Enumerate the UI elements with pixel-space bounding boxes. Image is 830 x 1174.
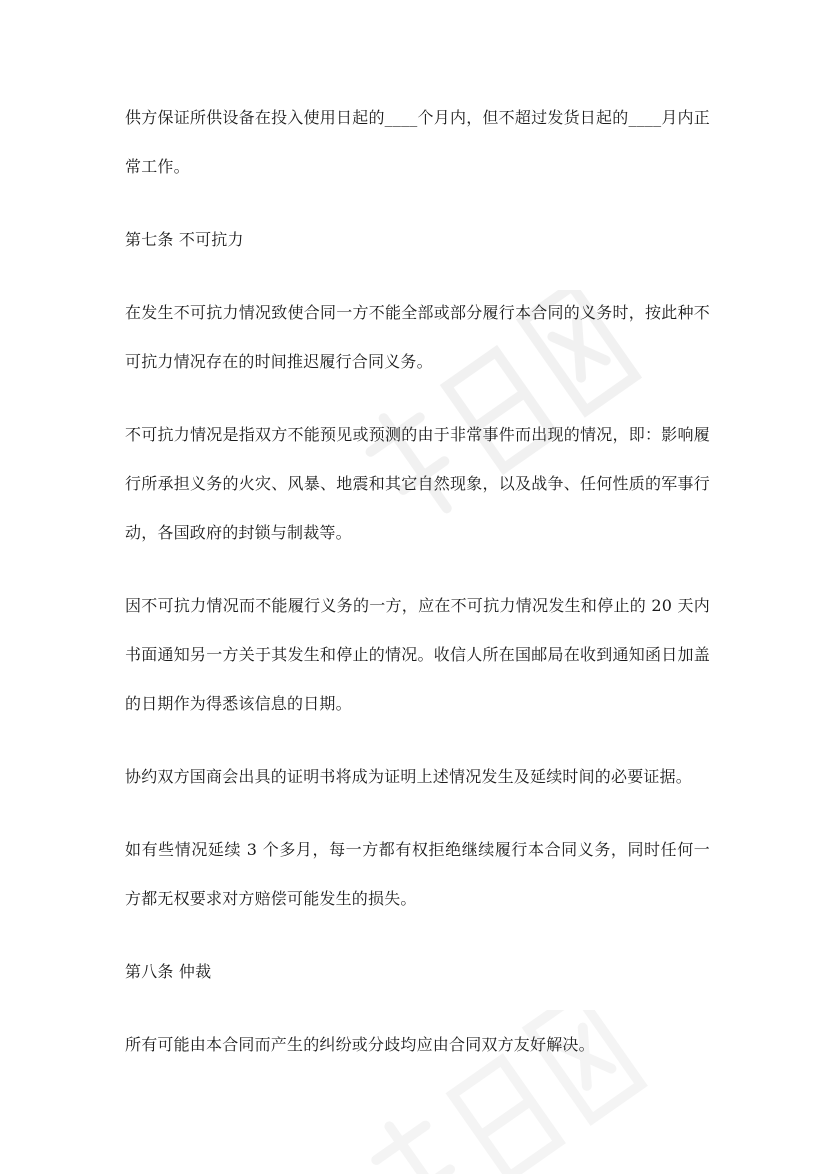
warranty-paragraph: 供方保证所供设备在投入使用日起的____个月内，但不超过发货日起的____月内正常工作。 bbox=[125, 108, 710, 176]
chamber-certificate-paragraph: 协约双方国商会出具的证明书将成为证明上述情况发生及延续时间的必要证据。 bbox=[125, 767, 693, 786]
article-7-heading: 第七条 不可抗力 bbox=[125, 230, 244, 249]
arbitration-paragraph: 所有可能由本合同而产生的纠纷或分歧均应由合同双方友好解决。 bbox=[125, 1035, 595, 1054]
termination-right-paragraph: 如有些情况延续 3 个多月，每一方都有权拒绝继续履行本合同义务，同时任何一方都无权要求对方赔偿可能发生的损失。 bbox=[125, 840, 710, 908]
force-majeure-notice-paragraph: 因不可抗力情况而不能履行义务的一方，应在不可抗力情况发生和停止的 20 天内书面通知另一方关于其发生和停止的情况。收信人所在国邮局在收到通知函日加盖的日期作为得悉该信息的日期。 bbox=[125, 596, 710, 713]
force-majeure-delay-paragraph: 在发生不可抗力情况致使合同一方不能全部或部分履行本合同的义务时，按此种不可抗力情况存在的时间推迟履行合同义务。 bbox=[125, 303, 710, 371]
document-body bbox=[125, 93, 710, 1093]
force-majeure-definition-paragraph: 不可抗力情况是指双方不能预见或预测的由于非常事件而出现的情况，即：影响履行所承担义务的火灾、风暴、地震和其它自然现象，以及战争、任何性质的军事行动，各国政府的封锁与制裁等。 bbox=[125, 425, 710, 542]
article-8-heading: 第八条 仲裁 bbox=[125, 962, 212, 981]
